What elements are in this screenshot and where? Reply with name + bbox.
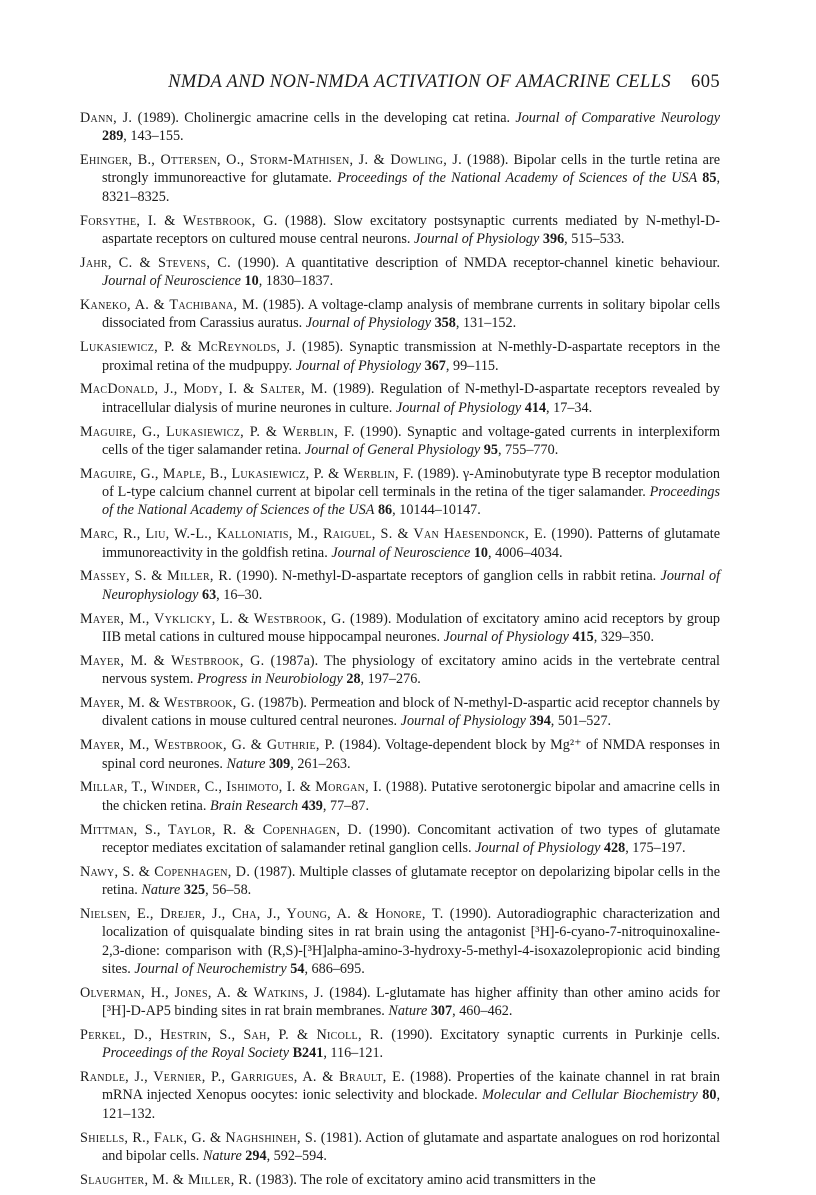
- reference-title: Excitatory synaptic currents in Purkinje cells.: [440, 1026, 721, 1043]
- reference-volume: 439: [301, 797, 323, 814]
- reference-volume: 394: [529, 713, 551, 730]
- reference-journal: Molecular and Cellular Biochemistry: [482, 1087, 698, 1104]
- reference-year: (1988).: [284, 212, 327, 229]
- reference-year: (1987a).: [270, 652, 319, 669]
- reference-journal: Proceedings of the National Academy of Sciences of the USA: [102, 484, 721, 519]
- reference-title: L-glutamate has higher affinity than other amino acids for [³H]-D-AP5 binding sites in rat brain membranes.: [102, 984, 721, 1020]
- reference-entry: [80, 525, 720, 562]
- reference-volume: 10: [473, 544, 489, 561]
- reference-pages: , 175–197.: [625, 839, 686, 856]
- reference-year: (1987).: [254, 863, 296, 880]
- reference-pages: , 1830–1837.: [258, 273, 334, 290]
- reference-year: (1988).: [385, 779, 428, 796]
- reference-pages: , 56–58.: [205, 882, 252, 899]
- reference-title: Synaptic and voltage-gated currents in interplexiform cells of the tiger salamander retina.: [102, 423, 721, 458]
- reference-entry: [80, 423, 720, 460]
- reference-title: Synaptic transmission at N-methly-D-aspartate receptors in the proximal retina of the mudpuppy.: [102, 339, 721, 374]
- reference-authors: Dann, J.: [80, 110, 133, 126]
- reference-title: Regulation of N-methyl-D-aspartate receptors revealed by intracellular dialysis of murine neurones in culture.: [102, 381, 720, 416]
- reference-entry: [80, 465, 720, 520]
- reference-volume: 309: [268, 755, 291, 772]
- reference-entry: [80, 1171, 720, 1189]
- reference-entry: [80, 1026, 720, 1063]
- reference-pages: , 143–155.: [123, 128, 184, 145]
- reference-volume: B241: [292, 1045, 324, 1062]
- reference-title: Permeation and block of N-methyl-D-aspartic acid receptor channels by divalent cations in mouse cultured central neurones.: [102, 695, 721, 730]
- reference-year: (1984).: [329, 984, 371, 1001]
- reference-title: γ-Aminobutyrate type B receptor modulation of L-type calcium channel current at bipolar cell terminals in the retina of the tiger salamander.: [102, 465, 721, 501]
- running-head: [80, 72, 720, 93]
- reference-journal: Journal of Physiology: [475, 839, 601, 856]
- reference-volume: 415: [572, 628, 594, 645]
- reference-pages: , 116–121.: [323, 1045, 384, 1062]
- reference-year: (1983).: [255, 1171, 297, 1188]
- reference-volume: 80: [702, 1087, 717, 1104]
- reference-authors: Massey, S. & Miller, R.: [80, 568, 232, 585]
- reference-volume: 63: [201, 586, 217, 603]
- reference-journal: Nature: [226, 755, 266, 772]
- reference-pages: , 329–350.: [593, 628, 655, 645]
- reference-title: N-methyl-D-aspartate receptors of ganglion cells in rabbit retina.: [282, 568, 657, 585]
- reference-authors: MacDonald, J., Mody, I. & Salter, M.: [80, 381, 328, 398]
- reference-title: Voltage-dependent block by Mg²⁺ of NMDA responses in spinal cord neurones.: [102, 737, 721, 772]
- reference-year: (1988).: [467, 152, 509, 169]
- reference-journal: Journal of Neuroscience: [102, 273, 241, 290]
- reference-year: (1989).: [137, 110, 179, 126]
- reference-journal: Proceedings of the National Academy of Sciences of the USA: [337, 170, 698, 187]
- reference-pages: , 17–34.: [546, 399, 593, 416]
- reference-authors: Nawy, S. & Copenhagen, D.: [80, 863, 251, 880]
- reference-year: (1989).: [333, 381, 375, 398]
- reference-entry: [80, 736, 720, 773]
- reference-year: (1990).: [551, 526, 593, 543]
- reference-journal: Nature: [388, 1003, 428, 1020]
- reference-volume: 414: [524, 399, 547, 416]
- reference-pages: , 261–263.: [290, 755, 351, 772]
- reference-title: Properties of the kainate channel in rat brain mRNA injected Xenopus oocytes: ionic selectivity and blockade.: [102, 1069, 721, 1104]
- reference-authors: Slaughter, M. & Miller, R.: [80, 1171, 253, 1188]
- reference-entry: [80, 1129, 720, 1166]
- reference-entry: [80, 821, 720, 858]
- reference-volume: 428: [603, 839, 626, 856]
- reference-title: A voltage-clamp analysis of membrane currents in solitary bipolar cells dissociated from Carassius auratus.: [102, 297, 721, 332]
- reference-year: (1990).: [360, 423, 402, 440]
- page-number: 605: [691, 72, 720, 92]
- reference-year: (1990).: [391, 1026, 433, 1043]
- reference-title: Modulation of excitatory amino acid receptors by group IIB metal cations in cultured mouse hippocampal neurones.: [102, 610, 721, 645]
- page: [80, 72, 720, 1195]
- reference-volume: 54: [290, 960, 305, 977]
- reference-title: A quantitative description of NMDA receptor-channel kinetic behaviour.: [285, 254, 721, 271]
- reference-entry: [80, 254, 720, 291]
- reference-year: (1990).: [369, 821, 411, 838]
- reference-authors: Maguire, G., Maple, B., Lukasiewicz, P. & Werblin, F.: [80, 465, 414, 482]
- reference-volume: 95: [483, 441, 498, 458]
- reference-title: The physiology of excitatory amino acids in the vertebrate central nervous system.: [102, 652, 721, 688]
- reference-year: (1985).: [263, 297, 305, 314]
- reference-volume: 325: [183, 882, 206, 899]
- reference-authors: Mayer, M., Vyklicky, L. & Westbrook, G.: [80, 610, 346, 627]
- reference-journal: Journal of Physiology: [414, 230, 540, 247]
- reference-year: (1990).: [237, 254, 280, 271]
- reference-pages: , 99–115.: [445, 357, 499, 374]
- running-title: NMDA AND NON-NMDA ACTIVATION OF AMACRINE CELLS: [168, 72, 672, 92]
- reference-authors: Mayer, M. & Westbrook, G.: [80, 652, 265, 669]
- reference-entry: [80, 863, 720, 900]
- reference-pages: , 131–152.: [455, 315, 517, 332]
- reference-title: The role of excitatory amino acid transmitters in the: [300, 1171, 596, 1188]
- reference-volume: 85: [702, 170, 717, 187]
- reference-title: Putative serotonergic bipolar and amacrine cells in the chicken retina.: [102, 779, 721, 814]
- reference-journal: Journal of Neuroscience: [331, 544, 471, 561]
- reference-entry: [80, 905, 720, 978]
- reference-volume: 28: [346, 671, 361, 688]
- reference-pages: , 121–132.: [102, 1087, 721, 1122]
- reference-entry: [80, 567, 720, 604]
- reference-entry: [80, 212, 720, 249]
- reference-title: Slow excitatory postsynaptic currents mediated by N-methyl-D-aspartate receptors on cultured mouse central neurons.: [102, 212, 720, 247]
- reference-volume: 358: [434, 315, 456, 332]
- reference-authors: Jahr, C. & Stevens, C.: [80, 254, 231, 271]
- reference-pages: , 8321–8325.: [102, 170, 721, 205]
- reference-title: Concomitant activation of two types of glutamate receptor mediates excitation of salamander retinal ganglion cells.: [102, 821, 721, 856]
- reference-year: (1985).: [301, 339, 344, 356]
- reference-entry: [80, 338, 720, 375]
- reference-volume: 289: [102, 128, 124, 145]
- reference-year: (1988).: [410, 1069, 452, 1086]
- reference-authors: Mayer, M., Westbrook, G. & Guthrie, P.: [80, 737, 335, 754]
- reference-entry: [80, 109, 720, 146]
- reference-journal: Nature: [202, 1147, 242, 1164]
- reference-journal: Proceedings of the Royal Society: [102, 1045, 290, 1062]
- reference-pages: , 197–276.: [360, 671, 421, 688]
- reference-authors: Kaneko, A. & Tachibana, M.: [80, 297, 259, 314]
- reference-entry: [80, 652, 720, 689]
- reference-authors: Millar, T., Winder, C., Ishimoto, I. & Morgan, I.: [80, 779, 383, 796]
- reference-entry: [80, 296, 720, 333]
- reference-journal: Journal of Neurochemistry: [134, 960, 287, 977]
- reference-title: Autoradiographic characterization and localization of quisqualate binding sites in rat brain using the antagonist [³H]-6-cyano-7-nitroquinoxaline-2,3-dione: comparison with (R,S)-[³H]alpha-amino-3-hydroxy-5-methyl-4-isoxazolepropionic acid binding sites.: [102, 905, 720, 977]
- reference-entry: [80, 984, 720, 1021]
- reference-journal: Journal of Physiology: [395, 399, 522, 416]
- reference-volume: 367: [424, 357, 446, 374]
- reference-title: Bipolar cells in the turtle retina are strongly immunoreactive for glutamate.: [102, 152, 720, 187]
- reference-year: (1990).: [449, 905, 492, 922]
- reference-year: (1981).: [320, 1129, 363, 1146]
- reference-title: Cholinergic amacrine cells in the developing cat retina.: [184, 110, 511, 126]
- reference-year: (1989).: [350, 610, 392, 627]
- reference-journal: Journal of Physiology: [400, 713, 526, 730]
- reference-authors: Olverman, H., Jones, A. & Watkins, J.: [80, 984, 324, 1001]
- reference-authors: Mittman, S., Taylor, R. & Copenhagen, D.: [80, 821, 362, 838]
- reference-authors: Lukasiewicz, P. & McReynolds, J.: [80, 339, 297, 356]
- reference-authors: Forsythe, I. & Westbrook, G.: [80, 212, 278, 229]
- reference-title: Multiple classes of glutamate receptor on depolarizing bipolar cells in the retina.: [102, 863, 720, 899]
- reference-entry: [80, 778, 720, 815]
- reference-journal: Journal of Comparative Neurology: [515, 110, 721, 126]
- reference-journal: Nature: [141, 882, 181, 899]
- reference-pages: , 10144–10147.: [392, 502, 481, 519]
- reference-volume: 307: [430, 1003, 453, 1020]
- reference-authors: Marc, R., Liu, W.-L., Kalloniatis, M., Raiguel, S. & Van Haesendonck, E.: [80, 526, 547, 543]
- reference-volume: 396: [542, 230, 565, 247]
- reference-volume: 294: [245, 1147, 267, 1164]
- reference-pages: , 77–87.: [322, 797, 369, 814]
- reference-authors: Perkel, D., Hestrin, S., Sah, P. & Nicoll, R.: [80, 1026, 384, 1043]
- reference-authors: Ehinger, B., Ottersen, O., Storm-Mathisen, J. & Dowling, J.: [80, 152, 463, 169]
- reference-year: (1989).: [417, 465, 460, 482]
- reference-pages: , 592–594.: [266, 1147, 327, 1164]
- reference-entry: [80, 694, 720, 731]
- reference-pages: , 755–770.: [497, 441, 559, 458]
- reference-journal: Journal of Physiology: [443, 628, 569, 645]
- reference-journal: Journal of Neurophysiology: [102, 568, 721, 603]
- reference-list: [80, 109, 720, 1189]
- reference-entry: [80, 610, 720, 647]
- reference-journal: Journal of Physiology: [305, 315, 432, 332]
- reference-journal: Journal of Physiology: [295, 357, 422, 374]
- reference-pages: , 460–462.: [452, 1003, 513, 1020]
- reference-year: (1987b).: [258, 695, 307, 712]
- reference-title: Action of glutamate and aspartate analogues on rod horizontal and bipolar cells.: [102, 1129, 721, 1164]
- reference-title: Patterns of glutamate immunoreactivity in the goldfish retina.: [102, 526, 720, 561]
- reference-year: (1984).: [339, 737, 381, 754]
- reference-pages: , 16–30.: [216, 586, 263, 603]
- reference-volume: 10: [244, 273, 259, 290]
- reference-pages: , 515–533.: [564, 230, 625, 247]
- reference-pages: , 686–695.: [304, 960, 365, 977]
- reference-authors: Mayer, M. & Westbrook, G.: [80, 695, 255, 712]
- reference-year: (1990).: [236, 568, 278, 585]
- reference-volume: 86: [377, 502, 393, 519]
- reference-entry: [80, 380, 720, 417]
- reference-journal: Brain Research: [209, 797, 299, 814]
- reference-journal: Journal of General Physiology: [304, 441, 481, 458]
- reference-authors: Maguire, G., Lukasiewicz, P. & Werblin, F.: [80, 423, 355, 440]
- reference-authors: Randle, J., Vernier, P., Garrigues, A. & Brault, E.: [80, 1069, 405, 1086]
- reference-pages: , 501–527.: [550, 713, 612, 730]
- reference-authors: Shiells, R., Falk, G. & Naghshineh, S.: [80, 1129, 317, 1146]
- reference-authors: Nielsen, E., Drejer, J., Cha, J., Young, A. & Honore, T.: [80, 905, 444, 922]
- reference-entry: [80, 151, 720, 206]
- reference-journal: Progress in Neurobiology: [196, 671, 343, 688]
- reference-entry: [80, 1068, 720, 1123]
- reference-pages: , 4006–4034.: [488, 544, 563, 561]
